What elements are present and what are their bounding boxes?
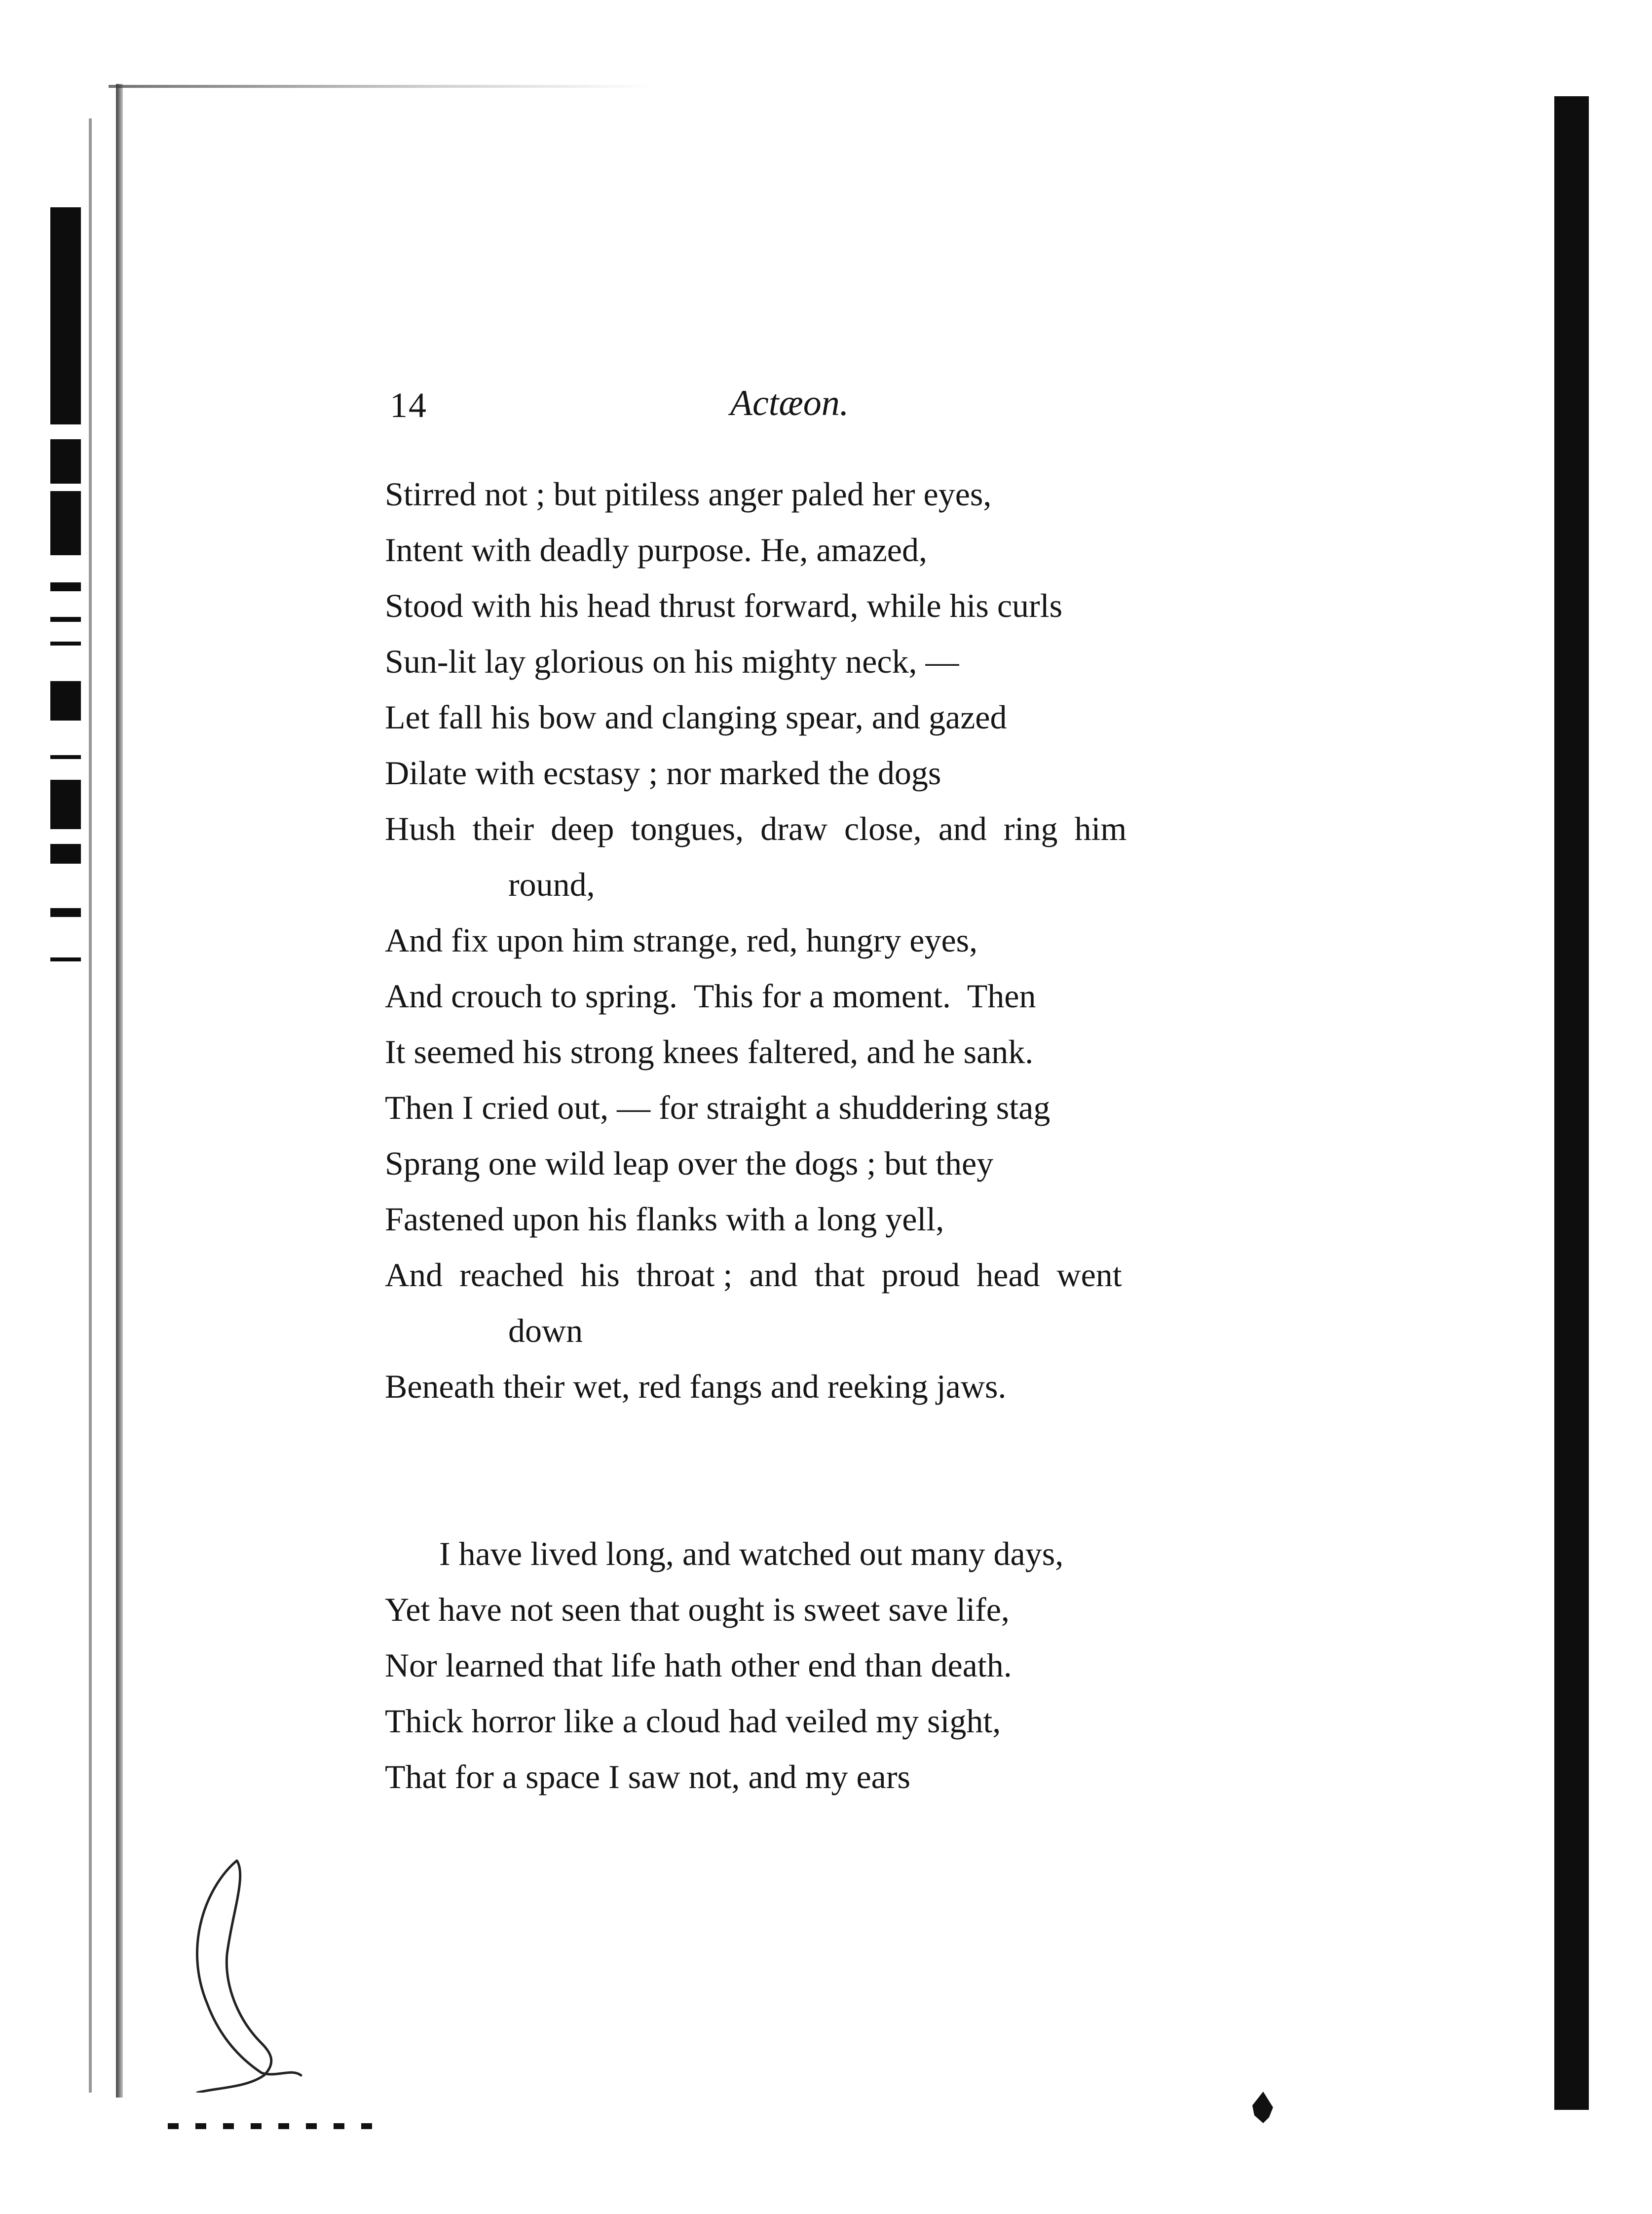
poem-line: And fix upon him strange, red, hungry eyes, [385, 921, 978, 959]
stanza-break [385, 1414, 1126, 1526]
scan-left-edge [116, 84, 123, 2098]
ink-blot-icon [1243, 2088, 1283, 2127]
scan-top-edge [109, 85, 651, 88]
poem-line-continuation: round, [508, 866, 595, 903]
poem-line: Thick horror like a cloud had veiled my sight, [385, 1702, 1001, 1740]
poem-line: Yet have not seen that ought is sweet save life, [385, 1591, 1010, 1628]
scan-bottom-dashes [168, 2123, 375, 2129]
poem-line: Beneath their wet, red fangs and reeking jaws. [385, 1368, 1007, 1405]
page-number: 14 [390, 385, 427, 425]
pencil-doodle-icon [178, 1856, 306, 2093]
poem-line: Sun-lit lay glorious on his mighty neck, — [385, 643, 959, 680]
poem-line: Hush their deep tongues, draw close, and ring him [385, 810, 1127, 847]
poem-line: I have lived long, and watched out many days, [439, 1535, 1064, 1572]
stanza [385, 466, 1126, 1414]
poem-line: Dilate with ecstasy ; nor marked the dogs [385, 754, 941, 792]
poem-line: That for a space I saw not, and my ears [385, 1758, 910, 1795]
scan-right-bar [1554, 96, 1589, 2110]
poem-line: Nor learned that life hath other end than death. [385, 1646, 1012, 1684]
scan-calibration-strip [40, 207, 90, 987]
poem-body [385, 466, 1126, 1805]
poem-line: It seemed his strong knees faltered, and he sank. [385, 1033, 1034, 1070]
poem-line: Stood with his head thrust forward, while his curls [385, 587, 1063, 624]
poem-line: Intent with deadly purpose. He, amazed, [385, 531, 927, 569]
poem-line: Stirred not ; but pitiless anger paled her eyes, [385, 475, 992, 513]
poem-line: Then I cried out, — for straight a shuddering stag [385, 1089, 1051, 1126]
stanza [385, 1526, 1126, 1805]
poem-line: And crouch to spring. This for a moment. Then [385, 977, 1036, 1015]
running-title: Actæon. [730, 383, 849, 423]
poem-line: And reached his throat ; and that proud head went [385, 1256, 1122, 1294]
poem-line: Let fall his bow and clanging spear, and gazed [385, 698, 1007, 736]
poem-line: Fastened upon his flanks with a long yell, [385, 1200, 944, 1238]
poem-line: Sprang one wild leap over the dogs ; but they [385, 1145, 994, 1182]
poem-line-continuation: down [508, 1312, 583, 1349]
